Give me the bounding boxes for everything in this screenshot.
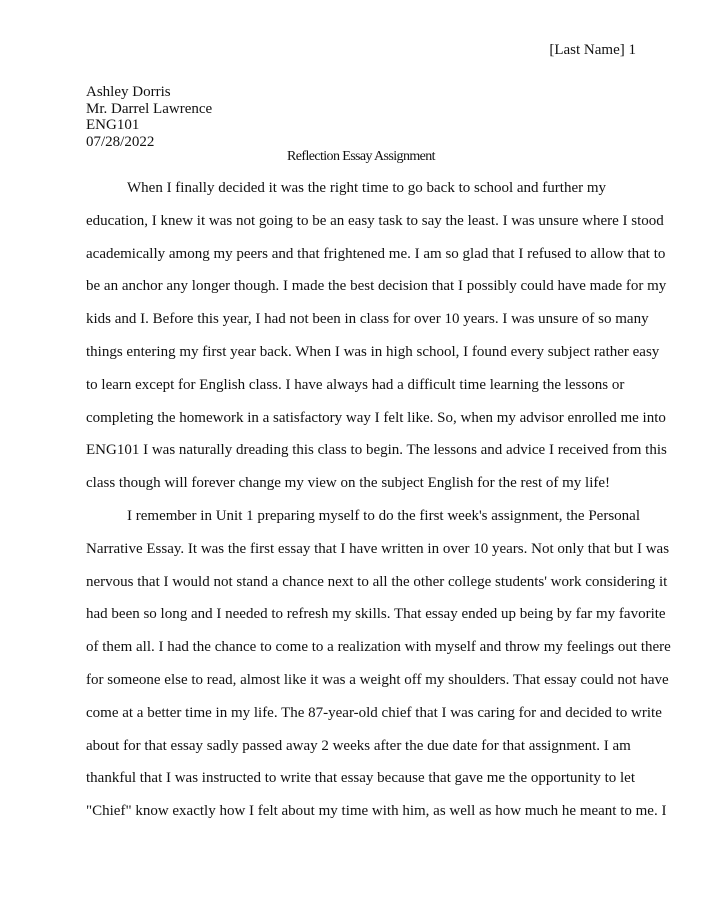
paragraph-2-line: "Chief" know exactly how I felt about my time with him, as well as how much he meant to me. I	[86, 803, 667, 820]
paragraph-2-line: for someone else to read, almost like it was a weight off my shoulders. That essay could not have	[86, 671, 669, 688]
paragraph-2-line: nervous that I would not stand a chance next to all the other college students' work considering it	[86, 573, 668, 590]
paragraph-2-line: I remember in Unit 1 preparing myself to do the first week's assignment, the Personal	[127, 507, 640, 524]
paragraph-1-line: class though will forever change my view on the subject English for the rest of my life!	[86, 475, 611, 492]
paragraph-2-line: about for that essay sadly passed away 2 weeks after the due date for that assignment. I am	[86, 737, 631, 754]
paragraph-1-line: completing the homework in a satisfactory way I felt like. So, when my advisor enrolled me into	[86, 409, 666, 426]
paragraph-2-line: Narrative Essay. It was the first essay that I have written in over 10 years. Not only that but I was	[86, 540, 670, 557]
paragraph-1-line: kids and I. Before this year, I had not been in class for over 10 years. I was unsure of so many	[86, 311, 649, 328]
paragraph-1-line: things entering my first year back. When I was in high school, I found every subject rather easy	[86, 343, 660, 360]
paragraph-2-line: thankful that I was instructed to write that essay because that gave me the opportunity to let	[86, 770, 636, 787]
paragraph-2-line: of them all. I had the chance to come to a realization with myself and throw my feelings out there	[86, 639, 671, 656]
student-name: Ashley Dorris	[86, 84, 171, 100]
paragraph-1-line: When I finally decided it was the right time to go back to school and further my	[127, 180, 607, 196]
paragraph-2-line: come at a better time in my life. The 87-year-old chief that I was caring for and decided to write	[86, 704, 662, 721]
paragraph-1-line: ENG101 I was naturally dreading this class to begin. The lessons and advice I received from this	[86, 442, 667, 459]
essay-date: 07/28/2022	[86, 133, 155, 150]
essay-title: Reflection Essay Assignment	[287, 149, 435, 164]
running-head: [Last Name] 1	[549, 42, 636, 58]
instructor-name: Mr. Darrel Lawrence	[86, 100, 213, 117]
course-code: ENG101	[86, 117, 140, 133]
essay-body	[86, 179, 671, 835]
paragraph-1-line: to learn except for English class. I have always had a difficult time learning the lessons or	[86, 376, 625, 393]
paragraph-1-line: academically among my peers and that frightened me. I am so glad that I refused to allow that to	[86, 245, 666, 262]
paragraph-1-line: be an anchor any longer though. I made the best decision that I possibly could have made for my	[86, 278, 667, 295]
mla-heading	[86, 84, 212, 150]
paragraph-1-line: education, I knew it was not going to be an easy task to say the least. I was unsure where I stood	[86, 212, 664, 229]
paragraph-2-line: had been so long and I needed to refresh my skills. That essay ended up being by far my favorite	[86, 606, 666, 623]
